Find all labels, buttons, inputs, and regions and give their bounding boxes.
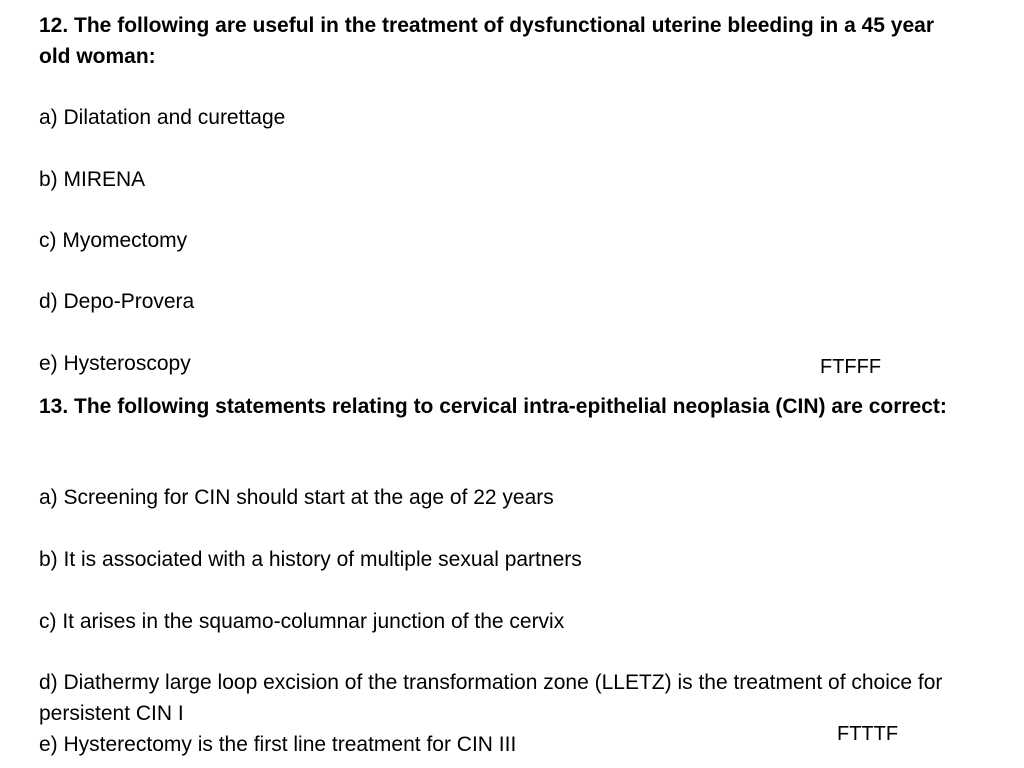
question-13-option-d: d) Diathermy large loop excision of the transformation zone (LLETZ) is the treatment of choice for persistent CIN I xyxy=(39,671,943,725)
question-13-title: 13. The following statements relating to cervical intra-epithelial neoplasia (CIN) are correct: xyxy=(39,395,947,418)
question-12-option-a: a) Dilatation and curettage xyxy=(39,106,286,129)
question-13-option-a: a) Screening for CIN should start at the age of 22 years xyxy=(39,486,554,509)
question-13-option-b: b) It is associated with a history of multiple sexual partners xyxy=(39,548,582,571)
question-12-answer: FTFFF xyxy=(820,356,882,378)
question-12-option-c: c) Myomectomy xyxy=(39,229,188,252)
question-13-option-e: e) Hysterectomy is the first line treatment for CIN III xyxy=(39,733,517,756)
question-12-title: 12. The following are useful in the treatment of dysfunctional uterine bleeding in a 45 year old woman: xyxy=(39,14,935,68)
question-12-option-e: e) Hysteroscopy xyxy=(39,352,191,375)
question-12-option-b: b) MIRENA xyxy=(39,168,146,191)
question-13-answer: FTTTF xyxy=(837,723,899,745)
question-13-option-c: c) It arises in the squamo-columnar junction of the cervix xyxy=(39,610,565,633)
question-12-option-d: d) Depo-Provera xyxy=(39,290,195,313)
